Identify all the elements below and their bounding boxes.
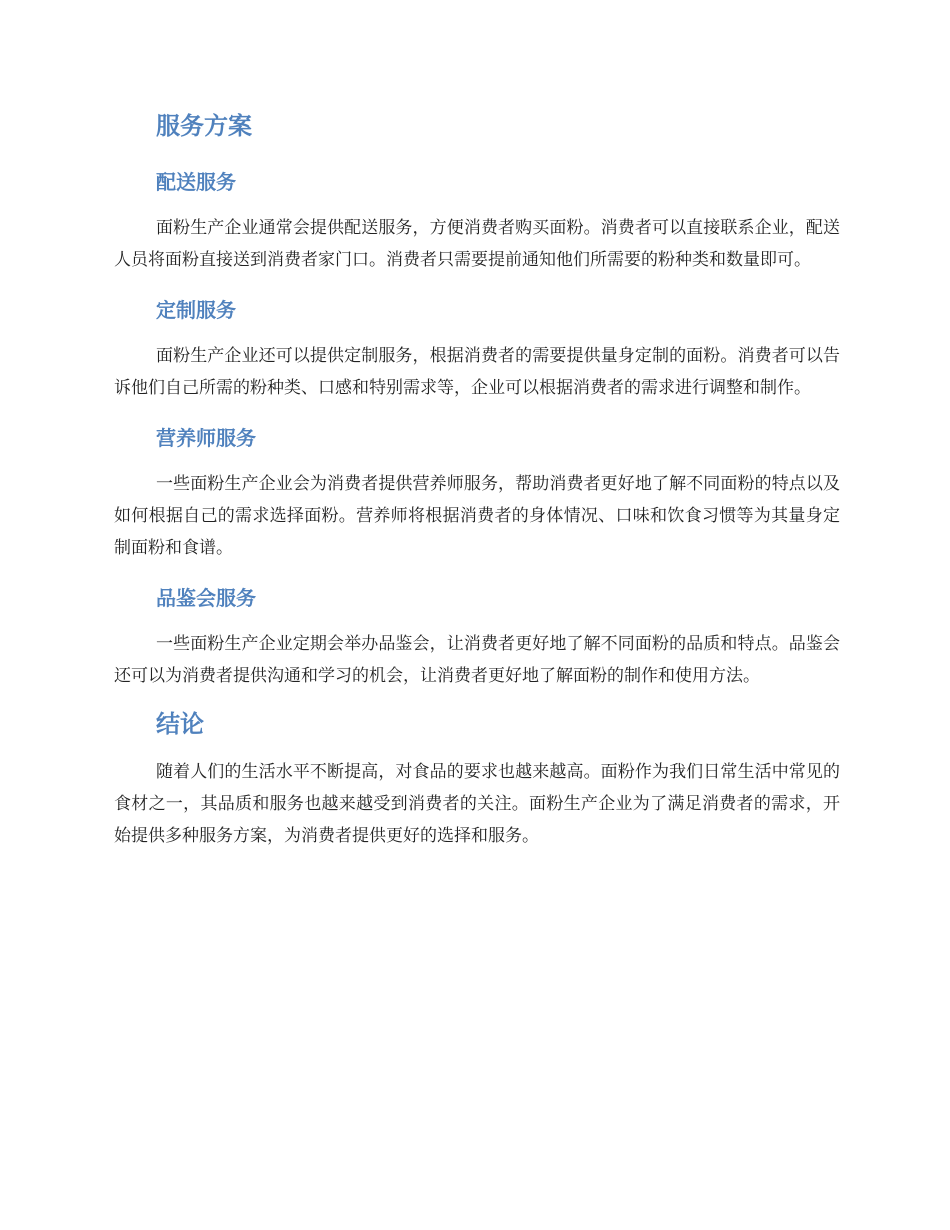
document-page	[114, 104, 840, 852]
heading-custom: 定制服务	[156, 298, 236, 322]
heading-nutritionist: 营养师服务	[156, 426, 256, 450]
main-title: 服务方案	[156, 112, 252, 140]
paragraph-nutritionist: 一些面粉生产企业会为消费者提供营养师服务，帮助消费者更好地了解不同面粉的特点以及如何根据自己的需求选择面粉。营养师将根据消费者的身体情况、口味和饮食习惯等为其量身定制面粉和食谱。	[114, 474, 840, 558]
paragraph-tasting: 一些面粉生产企业定期会举办品鉴会，让消费者更好地了解不同面粉的品质和特点。品鉴会还可以为消费者提供沟通和学习的机会，让消费者更好地了解面粉的制作和使用方法。	[114, 634, 840, 686]
heading-delivery: 配送服务	[156, 170, 236, 194]
heading-conclusion: 结论	[156, 710, 204, 738]
paragraph-conclusion: 随着人们的生活水平不断提高，对食品的要求也越来越高。面粉作为我们日常生活中常见的食材之一，其品质和服务也越来越受到消费者的关注。面粉生产企业为了满足消费者的需求，开始提供多种服务方案，为消费者提供更好的选择和服务。	[114, 762, 840, 846]
heading-tasting: 品鉴会服务	[156, 586, 256, 610]
paragraph-delivery: 面粉生产企业通常会提供配送服务，方便消费者购买面粉。消费者可以直接联系企业，配送人员将面粉直接送到消费者家门口。消费者只需要提前通知他们所需要的粉种类和数量即可。	[114, 218, 840, 270]
paragraph-custom: 面粉生产企业还可以提供定制服务，根据消费者的需要提供量身定制的面粉。消费者可以告诉他们自己所需的粉种类、口感和特别需求等，企业可以根据消费者的需求进行调整和制作。	[114, 346, 840, 398]
